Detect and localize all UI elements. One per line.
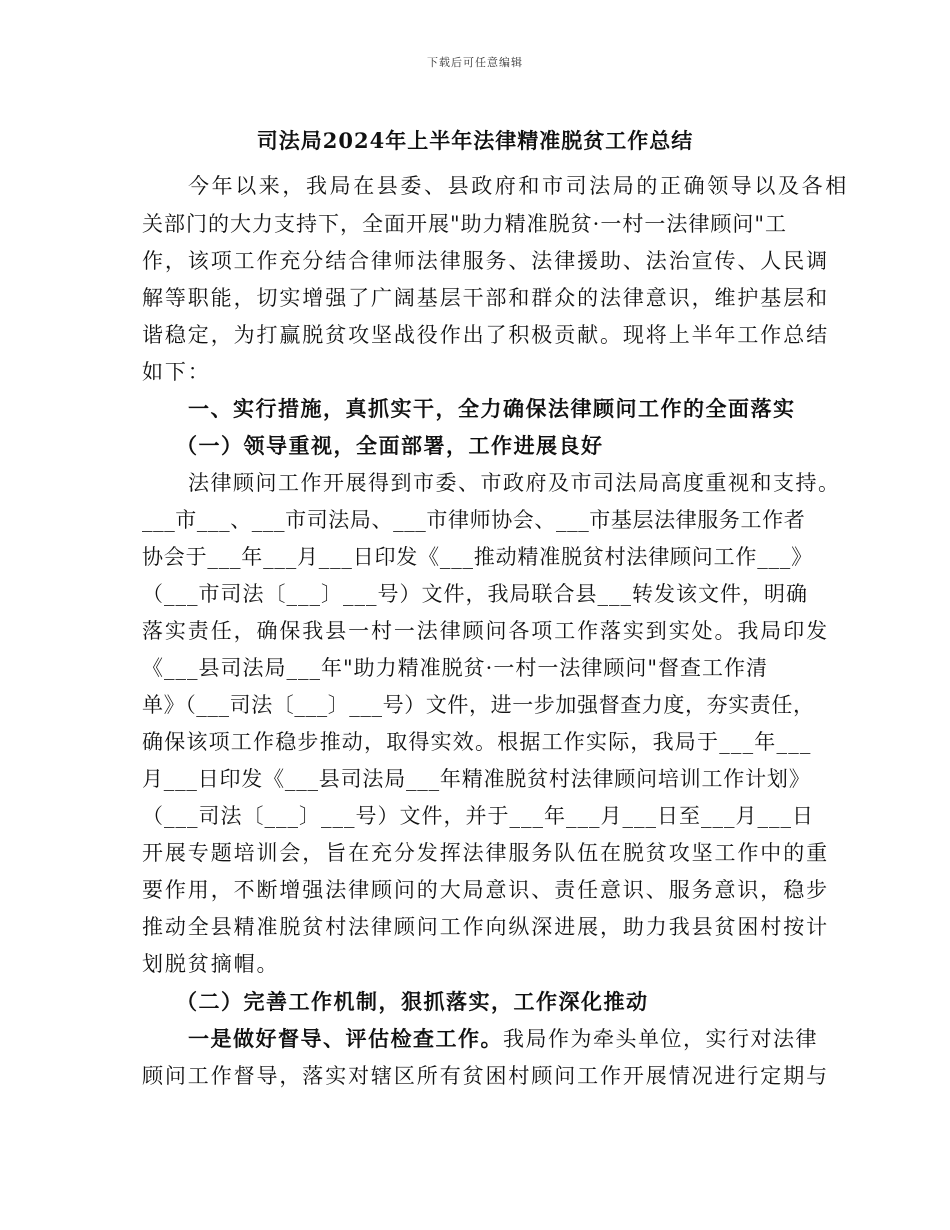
paragraph-line [142,1062,829,1090]
line-text: 关部门的大力支持下，全面开展"助力精准脱贫·一村一法律顾问"工 [142,212,787,236]
line-text: 法律顾问工作开展得到市委、市政府及市司法局高度重视和支持。 [188,471,841,495]
line-text: 开展专题培训会，旨在充分发挥法律服务队伍在脱贫攻坚工作中的重 [142,841,829,865]
section-heading [142,395,796,423]
line-text: 一、实行措施，真抓实干，全力确保法律顾问工作的全面落实 [188,396,796,421]
paragraph-line [142,469,841,497]
paragraph-line [142,691,815,719]
line-text: 确保该项工作稳步推动，取得实效。根据工作实际，我局于___年___ [142,730,812,754]
line-text: 顾问工作督导，落实对辖区所有贫困村顾问工作开展情况进行定期与 [142,1064,829,1088]
line-text: （___市司法〔___〕___号）文件，我局联合县___转发该文件，明确 [142,582,808,606]
line-text-rest: 我局作为牵头单位，实行对法律 [503,1027,818,1051]
paragraph-line [142,765,811,793]
paragraph-line [142,728,812,756]
subsection-heading [142,988,649,1016]
line-text: 划脱贫摘帽。 [142,952,280,976]
paragraph-line [142,172,849,200]
paragraph-line [142,654,768,682]
line-text: ___市___、___市司法局、___市律师协会、___市基层法律服务工作者 [142,508,806,532]
paragraph-line [142,876,829,904]
line-text: 今年以来，我局在县委、县政府和市司法局的正确领导以及各相 [188,174,849,198]
line-text: 落实责任，确保我县一村一法律顾问各项工作落实到实处。我局印发 [142,619,829,643]
line-text: 解等职能，切实增强了广阔基层干部和群众的法律意识，维护基层和 [142,286,829,310]
subsection-heading [142,432,604,460]
paragraph-line [142,802,814,830]
line-text: 月___日印发《___县司法局___年精准脱贫村法律顾问培训工作计划》 [142,767,811,791]
paragraph-line [142,284,829,312]
header-note: 下载后可任意编辑 [427,56,523,69]
line-text: 推动全县精准脱贫村法律顾问工作向纵深进展，助力我县贫困村按计 [142,915,829,939]
line-text: （二）完善工作机制，狠抓落实，工作深化推动 [176,989,649,1014]
paragraph-line [142,839,829,867]
paragraph-line [142,321,829,349]
line-text: 作，该项工作充分结合律师法律服务、法律援助、法治宣传、人民调 [142,249,829,273]
line-text: （一）领导重视，全面部署，工作进展良好 [176,433,604,458]
paragraph-line [142,580,808,608]
paragraph-line [142,247,829,275]
document-title: 司法局2024年上半年法律精准脱贫工作总结 [256,128,694,153]
line-text: 《___县司法局___年"助力精准脱贫·一村一法律顾问"督查工作清 [142,656,768,680]
line-text: 谐稳定，为打赢脱贫攻坚战役作出了积极贡献。现将上半年工作总结 [142,323,829,347]
line-text: 协会于___年___月___日印发《___推动精准脱贫村法律顾问工作___》 [142,545,813,569]
line-text: （___司法〔___〕___号）文件，并于___年___月___日至___月___日 [142,804,814,828]
paragraph-line [142,358,211,386]
paragraph-line [142,543,813,571]
paragraph-line [142,617,829,645]
line-text: 要作用，不断增强法律顾问的大局意识、责任意识、服务意识，稳步 [142,878,829,902]
paragraph-line [142,210,787,238]
paragraph-line [142,1025,818,1053]
paragraph-line [142,506,805,534]
line-text: 一是做好督导、评估检查工作。 [188,1026,503,1051]
paragraph-line [142,950,279,978]
line-text: 单》（___司法〔___〕___号）文件，进一步加强督查力度，夯实责任， [142,693,815,717]
paragraph-line [142,913,829,941]
line-text: 如下： [142,360,211,384]
